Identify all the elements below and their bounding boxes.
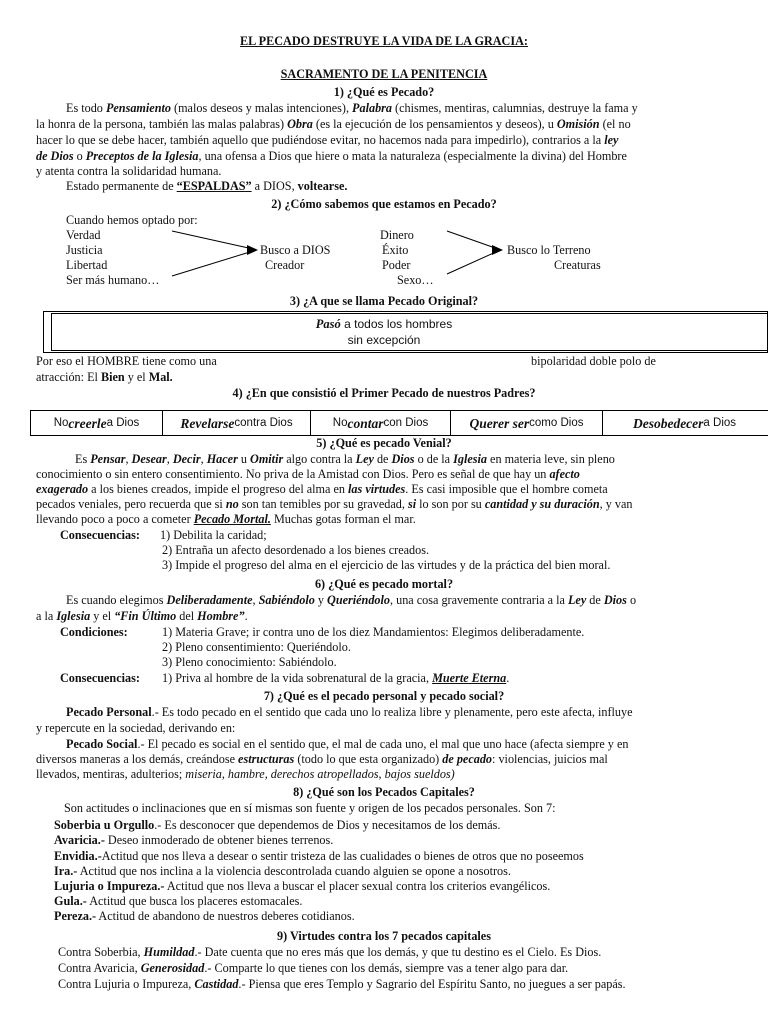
s3-box-line-1: Pasó a todos los hombres [315,317,453,331]
s2-far-b: Creaturas [554,258,601,272]
document-subtitle: SACRAMENTO DE LA PENITENCIA [280,67,488,81]
s8-item-4: Ira.- Actitud que nos inclina a la violencia descontrolada cuando alguien se opone a nosotros. [54,864,511,878]
s8-item-7: Pereza.- Actitud de abandono de nuestros deberes cotidianos. [54,909,355,923]
s2-arrowhead-right [492,245,503,255]
s8-intro: Son actitudes o inclinaciones que en sí mismas son fuente y origen de los pecados personales. Son 7: [64,801,556,815]
s2-left-2: Justicia [66,243,103,257]
s1-line-3: hacer lo que se debe hacer, también aquello que pudiéndose evitar, no hacemos nada para impedirlo), contrarios a la ley [36,133,619,147]
s2-left-4: Ser más humano… [66,273,160,287]
s2-right-3: Poder [382,258,411,272]
s7-p2-line-1: Pecado Social.- El pecado es social en el sentido que, el mal de cada uno, el mal que uno hace (afecta siempre y en [66,737,629,751]
s4-table [30,410,768,436]
s7-p1-line-2: y repercute en la sociedad, derivando en: [36,721,236,735]
s9-item-3: Contra Lujuria o Impureza, Castidad.- Piensa que eres Templo y Sagrario del Espíritu Santo, no juegues a ser papás. [58,977,626,991]
section-5-heading: 5) ¿Qué es pecado Venial? [316,436,452,450]
s5-consequence-2: 2) Entraña un afecto desordenado a los bienes creados. [162,543,430,557]
s9-item-2: Contra Avaricia, Generosidad.- Comparte lo que tienes con los demás, siempre vas a tener algo para dar. [58,961,569,975]
s7-p2-line-3: llevados, mentiras, adulterios; miseria, hambre, derechos atropellados, bajos sueldos) [36,767,455,781]
s5-consequence-3: 3) Impide el progreso del alma en el ejercicio de las virtudes y de la práctica del bien moral. [162,558,611,572]
s2-left-1: Verdad [66,228,101,242]
s6-conditions-label: Condiciones: [60,625,128,639]
s2-right-2: Éxito [382,243,409,257]
s8-item-3: Envidia.-Actitud que nos lleva a desear o sentir tristeza de las cualidades o bienes de otros que no poseemos [54,849,584,863]
s2-far-a: Busco lo Terreno [507,243,591,257]
section-1-heading: 1) ¿Qué es Pecado? [333,85,435,99]
s3-line-1b: bipolaridad doble polo de [531,354,656,368]
s2-center-b: Creador [265,258,305,272]
s7-p1-line-1: Pecado Personal.- Es todo pecado en el sentido que cada uno lo realiza libre y plenamente, pero este afecta, influye [66,705,633,719]
s1-line-4: de Dios o Preceptos de la Iglesia, una ofensa a Dios que hiere o mata la naturaleza (especialmente la divina) del Hombre [36,149,627,163]
section-7-heading: 7) ¿Qué es el pecado personal y pecado social? [263,689,505,703]
s2-right-1: Dinero [380,228,414,242]
s8-item-1: Soberbia u Orgullo.- Es desconocer que dependemos de Dios y necesitamos de los demás. [54,818,501,832]
s2-center-a: Busco a DIOS [260,243,331,257]
s4-cell-5: Desobedecer a Dios [632,415,737,431]
s6-condition-2: 2) Pleno consentimiento: Queriéndolo. [162,640,351,654]
document-title: EL PECADO DESTRUYE LA VIDA DE LA GRACIA: [240,34,528,48]
s4-cell-2: Revelarse contra Dios [163,411,311,435]
s4-cell-3: No contar con Dios [311,411,451,435]
s3-box-line-2: sin excepción [347,333,421,347]
s4-cell-1: No creerle a Dios [31,411,163,435]
s6-consequence-1: 1) Priva al hombre de la vida sobrenatural de la gracia, Muerte Eterna. [162,671,510,685]
s9-item-1: Contra Soberbia, Humildad.- Date cuenta que no eres más que los demás, y que tu destino es el Cielo. Es Dios. [58,945,602,959]
s8-item-6: Gula.- Actitud que busca los placeres estomacales. [54,894,303,908]
section-6-heading: 6) ¿Qué es pecado mortal? [314,577,454,591]
s1-line-2: la honra de la persona, también las malas palabras) Obra (es la ejecución de los pensamientos y deseos), u Omisión (el no [36,117,631,131]
s8-item-2: Avaricia.- Deseo inmoderado de obtener bienes terrenos. [54,833,334,847]
section-2-heading: 2) ¿Cómo sabemos que estamos en Pecado? [271,197,497,211]
s6-condition-3: 3) Pleno conocimiento: Sabiéndolo. [162,655,337,669]
s3-line-1a: Por eso el HOMBRE tiene como una [36,354,217,368]
s2-intro: Cuando hemos optado por: [66,213,198,227]
section-3-heading: 3) ¿A que se llama Pecado Original? [289,294,479,308]
s5-line-3: exagerado a los bienes creados, impide el progreso del alma en las virtudes. Es casi imposible que el hombre cometa [36,482,608,496]
section-8-heading: 8) ¿Qué son los Pecados Capitales? [293,785,475,799]
s7-p2-line-2: diversos maneras a los demás, creándose estructuras (todo lo que esta organizado) de pecado: violencias, juicios mal [36,752,608,766]
s1-line-1: Es todo Pensamiento (malos deseos y malas intenciones), Palabra (chismes, mentiras, calumnias, destruye la fama y [66,101,638,115]
s6-consequences-label: Consecuencias: [60,671,140,685]
s5-line-2: conocimiento o sin entero consentimiento. No priva de la Amistad con Dios. Pero es señal de que hay un afecto [36,467,580,481]
section-4-heading: 4) ¿En que consistió el Primer Pecado de nuestros Padres? [232,386,536,400]
s2-arrowhead-left [247,245,258,255]
s1-line-6: Estado permanente de “ESPALDAS” a DIOS, voltearse. [66,179,348,193]
s1-line-5: y atenta contra la solidaridad humana. [36,164,222,178]
s2-arrow-line-upper-right [447,231,498,249]
s2-arrow-line-upper-left [172,231,253,249]
s5-consequence-1: 1) Debilita la caridad; [160,528,267,542]
s2-arrow-line-lower-left [172,251,253,276]
s2-right-4: Sexo… [397,273,434,287]
s8-item-5: Lujuria o Impureza.- Actitud que nos lleva a buscar el placer sexual contra los criterios evangélicos. [54,879,551,893]
s2-arrows [0,0,768,300]
s6-line-2: a la Iglesia y el “Fin Último del Hombre”. [36,609,248,623]
s5-line-5: llevando poco a poco a cometer Pecado Mortal. Muchas gotas forman el mar. [36,512,416,526]
s3-line-2: atracción: El Bien y el Mal. [36,370,173,384]
s5-consequences-label: Consecuencias: [60,528,140,542]
s2-left-3: Libertad [66,258,108,272]
s4-cell-4: Querer ser como Dios [451,411,603,435]
s5-line-4: pecados veniales, pero recuerda que si no son tan temibles por su gravedad, si lo son por su cantidad y su duración, y van [36,497,633,511]
s6-condition-1: 1) Materia Grave; ir contra uno de los diez Mandamientos: Elegimos deliberadamente. [162,625,585,639]
s2-arrow-line-lower-right [447,251,498,274]
section-9-heading: 9) Virtudes contra los 7 pecados capitales [277,929,491,943]
s5-line-1: Es Pensar, Desear, Decir, Hacer u Omitir algo contra la Ley de Dios o de la Iglesia en materia leve, sin pleno [75,452,615,466]
s6-line-1: Es cuando elegimos Deliberadamente, Sabiéndolo y Queriéndolo, una cosa gravemente contraria a la Ley de Dios o [66,593,637,607]
